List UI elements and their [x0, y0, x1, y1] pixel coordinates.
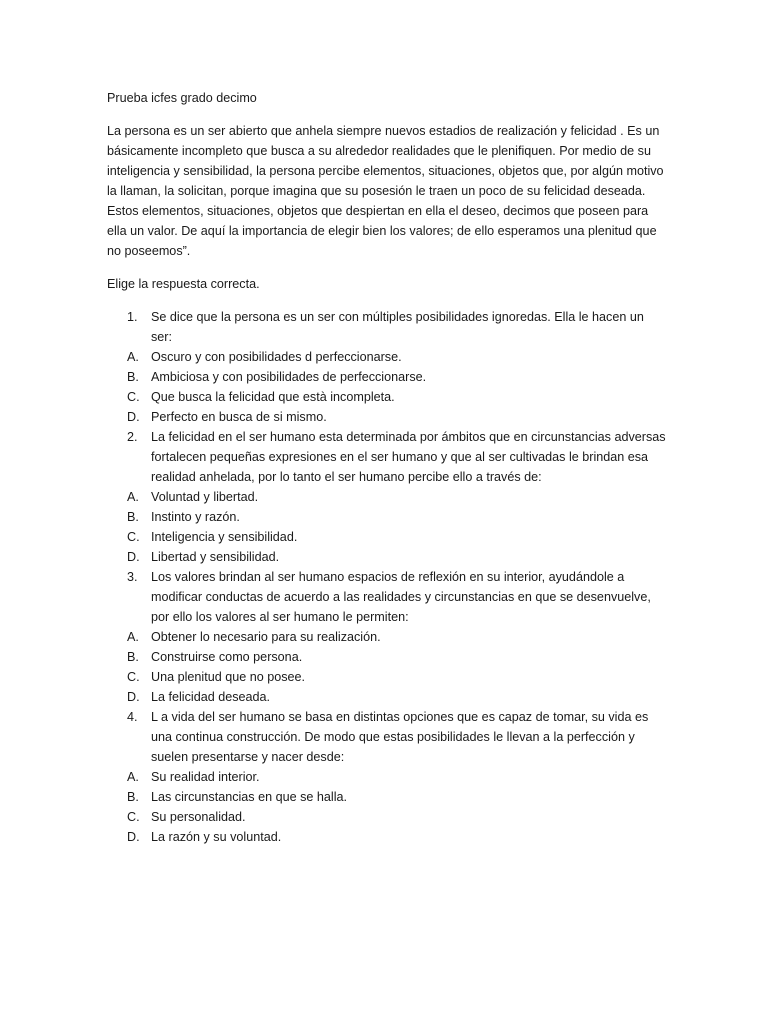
option-text: La felicidad deseada. [151, 690, 271, 704]
intro-paragraph: La persona es un ser abierto que anhela siempre nuevos estadios de realización y felicidad . Es un básicamente incompleto que busca a su alrededor realidades que le plenifiquen. Por medio de su inteligencia y sensibilidad, la persona percibe elementos, situaciones, objetos que, por algún motivo la llaman, la solicitan, porque imagina que su posesión le traen un poco de su felicidad deseada. Estos elementos, situaciones, objetos que despiertan en ella el deseo, decimos que poseen para ella un valor. De aquí la importancia de elegir bien los valores; de ello esperamos una plenitud que no poseemos”. [107, 124, 664, 258]
question-text: L a vida del ser humano se basa en distintas opciones que es capaz de tomar, su vida es una continua construcción. De modo que estas posibilidades le llevan a la perfección y suelen presentarse y nacer desde: [151, 710, 649, 764]
option-3a [107, 627, 667, 647]
option-1d [107, 407, 667, 427]
list-marker: 1. [127, 310, 138, 324]
option-4c [107, 807, 667, 827]
list-marker: A. [127, 490, 139, 504]
option-text: Una plenitud que no posee. [151, 670, 306, 684]
option-4d [107, 827, 667, 847]
list-marker: C. [127, 670, 140, 684]
list-marker: D. [127, 830, 140, 844]
option-1a [107, 347, 667, 367]
option-text: Oscuro y con posibilidades d perfeccionarse. [151, 350, 402, 364]
question-2 [107, 427, 667, 487]
option-3d [107, 687, 667, 707]
question-text: Se dice que la persona es un ser con múltiples posibilidades ignoredas. Ella le hacen un ser: [151, 310, 644, 344]
list-marker: C. [127, 530, 140, 544]
option-4a [107, 767, 667, 787]
list-marker: A. [127, 630, 139, 644]
option-3c [107, 667, 667, 687]
option-text: Libertad y sensibilidad. [151, 550, 280, 564]
question-list [107, 307, 667, 847]
option-4b [107, 787, 667, 807]
list-marker: 2. [127, 430, 138, 444]
question-text: Los valores brindan al ser humano espacios de reflexión en su interior, ayudándole a modificar conductas de acuerdo a las realidades y circunstancias en que se desenvuelve, por ello los valores al ser humano le permiten: [151, 570, 651, 624]
list-marker: 3. [127, 570, 138, 584]
list-marker: D. [127, 690, 140, 704]
option-text: Voluntad y libertad. [151, 490, 259, 504]
list-marker: A. [127, 770, 139, 784]
option-text: Su realidad interior. [151, 770, 260, 784]
question-1 [107, 307, 667, 347]
option-text: Construirse como persona. [151, 650, 303, 664]
question-4 [107, 707, 667, 767]
question-text: La felicidad en el ser humano esta determinada por ámbitos que en circunstancias adversas fortalecen pequeñas expresiones en el ser humano y que al ser cultivadas le brindan esa realidad anhelada, por lo tanto el ser humano percibe ello a través de: [151, 430, 666, 484]
option-text: Ambiciosa y con posibilidades de perfeccionarse. [151, 370, 427, 384]
list-marker: B. [127, 790, 139, 804]
list-marker: C. [127, 390, 140, 404]
instruction-text: Elige la respuesta correcta. [107, 277, 260, 291]
list-marker: C. [127, 810, 140, 824]
option-text: Perfecto en busca de si mismo. [151, 410, 327, 424]
option-1b [107, 367, 667, 387]
option-text: Instinto y razón. [151, 510, 240, 524]
option-3b [107, 647, 667, 667]
option-text: Obtener lo necesario para su realización. [151, 630, 381, 644]
document-title: Prueba icfes grado decimo [107, 91, 257, 105]
option-text: La razón y su voluntad. [151, 830, 282, 844]
option-text: Que busca la felicidad que està incompleta. [151, 390, 395, 404]
list-marker: 4. [127, 710, 138, 724]
option-text: Las circunstancias en que se halla. [151, 790, 348, 804]
option-text: Inteligencia y sensibilidad. [151, 530, 298, 544]
option-2c [107, 527, 667, 547]
list-marker: B. [127, 510, 139, 524]
option-2d [107, 547, 667, 567]
option-2b [107, 507, 667, 527]
list-marker: B. [127, 370, 139, 384]
list-marker: D. [127, 550, 140, 564]
option-2a [107, 487, 667, 507]
list-marker: D. [127, 410, 140, 424]
document-page [107, 88, 667, 847]
question-3 [107, 567, 667, 627]
option-1c [107, 387, 667, 407]
option-text: Su personalidad. [151, 810, 246, 824]
list-marker: A. [127, 350, 139, 364]
list-marker: B. [127, 650, 139, 664]
